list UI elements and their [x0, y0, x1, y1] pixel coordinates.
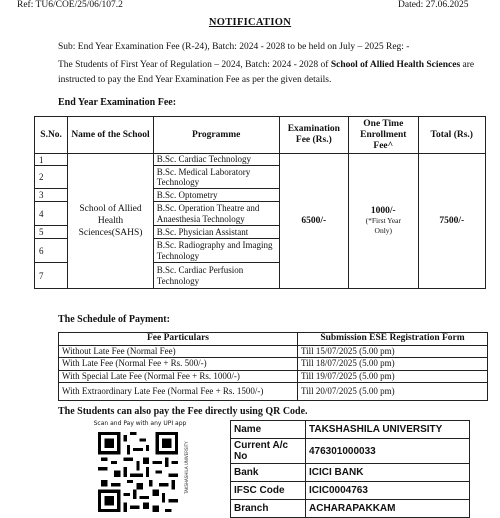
row-programme: B.Sc. Operation Theatre and Anaesthesia Technology [153, 202, 279, 226]
qr-side-label: TAKSHASHILA UNIVERSITY [184, 441, 189, 494]
notice-date: Dated: 27.06.2025 [398, 0, 469, 10]
row-programme: B.Sc. Physician Assistant [153, 226, 279, 239]
row-programme: B.Sc. Radiography and Imaging Technology [153, 239, 279, 263]
submission-date: Till 15/07/2025 (5.00 pm) [298, 345, 488, 358]
bank-details-table [230, 420, 470, 518]
bank-detail-value: 476301000033 [306, 439, 470, 464]
table-row [59, 345, 488, 358]
total-fee-cell [418, 154, 485, 289]
exam-fee-value: 6500/- [301, 216, 327, 226]
school-name-cell: School of Allied Health Sciences(SAHS) [68, 154, 154, 289]
row-sno: 4 [35, 202, 68, 226]
enrollment-fee-note: (*First Year Only) [365, 216, 401, 235]
bank-detail-value: ICIC0004763 [306, 482, 470, 500]
bank-detail-key: Bank [231, 464, 306, 482]
bank-detail-key: Current A/c No [231, 439, 306, 464]
col-sno: S.No. [35, 117, 68, 154]
fee-section-heading: End Year Examination Fee: [58, 97, 177, 108]
table-row [231, 439, 470, 464]
intro-text-end: are instructed to pay the End Year Examination Fee as per the given details. [58, 60, 475, 85]
col-enrollment-fee: One Time Enrollment Fee^ [349, 117, 418, 154]
bank-detail-key: Name [231, 421, 306, 439]
intro-paragraph [58, 58, 488, 88]
bank-detail-value: TAKSHASHILA UNIVERSITY [306, 421, 470, 439]
row-sno: 6 [35, 239, 68, 263]
row-programme: B.Sc. Cardiac Perfusion Technology [153, 263, 279, 289]
qr-code-icon[interactable] [98, 432, 178, 512]
bank-detail-key: IFSC Code [231, 482, 306, 500]
row-sno: 2 [35, 166, 68, 189]
row-sno: 5 [35, 226, 68, 239]
subject-line: Sub: End Year Examination Fee (R-24), Batch: 2024 - 2028 to be held on July – 2025 Reg: - [58, 42, 410, 52]
fee-particular: With Extraordinary Late Fee (Normal Fee + Rs. 1500/-) [59, 383, 298, 401]
intro-school-name: School of Allied Health Sciences [330, 60, 461, 70]
table-row [59, 358, 488, 371]
row-sno: 7 [35, 263, 68, 289]
fee-particular: Without Late Fee (Normal Fee) [59, 345, 298, 358]
schedule-header [59, 333, 488, 346]
col-programme: Programme [153, 117, 279, 154]
col-submission: Submission ESE Registration Form [298, 333, 488, 346]
exam-fee-cell [279, 154, 348, 289]
row-sno: 1 [35, 154, 68, 166]
enrollment-fee-value: 1000/- [370, 206, 396, 216]
notice-title: NOTIFICATION [208, 17, 292, 28]
fee-table-header [35, 117, 486, 154]
table-row [35, 154, 486, 166]
schedule-heading: The Schedule of Payment: [58, 314, 170, 325]
bank-detail-key: Branch [231, 500, 306, 518]
submission-date: Till 19/07/2025 (5.00 pm) [298, 370, 488, 383]
table-row [231, 421, 470, 439]
table-row [59, 370, 488, 383]
bank-detail-value: ACHARAPAKKAM [306, 500, 470, 518]
exam-fee-table [34, 116, 486, 289]
col-total: Total (Rs.) [418, 117, 485, 154]
table-row [231, 500, 470, 518]
reference-number: Ref: TU6/COE/25/06/107.2 [17, 0, 123, 10]
table-row [59, 383, 488, 401]
row-programme: B.Sc. Medical Laboratory Technology [153, 166, 279, 189]
qr-caption: Scan and Pay with any UPI app [93, 420, 187, 427]
col-exam-fee: Examination Fee (Rs.) [279, 117, 348, 154]
row-programme: B.Sc. Optometry [153, 189, 279, 202]
col-school: Name of the School [68, 117, 154, 154]
enrollment-fee-cell [349, 154, 418, 289]
col-fee-particulars: Fee Particulars [59, 333, 298, 346]
submission-date: Till 20/07/2025 (5.00 pm) [298, 383, 488, 401]
qr-payment-note: The Students can also pay the Fee directly using QR Code. [58, 406, 308, 417]
row-programme: B.Sc. Cardiac Technology [153, 154, 279, 166]
bank-detail-value: ICICI BANK [306, 464, 470, 482]
submission-date: Till 18/07/2025 (5.00 pm) [298, 358, 488, 371]
table-row [231, 464, 470, 482]
fee-particular: With Special Late Fee (Normal Fee + Rs. 1000/-) [59, 370, 298, 383]
payment-schedule-table [58, 332, 488, 401]
qr-payment-panel [70, 420, 210, 500]
row-sno: 3 [35, 189, 68, 202]
total-fee-value: 7500/- [439, 216, 465, 226]
table-row [231, 482, 470, 500]
fee-particular: With Late Fee (Normal Fee + Rs. 500/-) [59, 358, 298, 371]
intro-text-start: The Students of First Year of Regulation – 2024, Batch: 2024 - 2028 of [58, 60, 331, 70]
